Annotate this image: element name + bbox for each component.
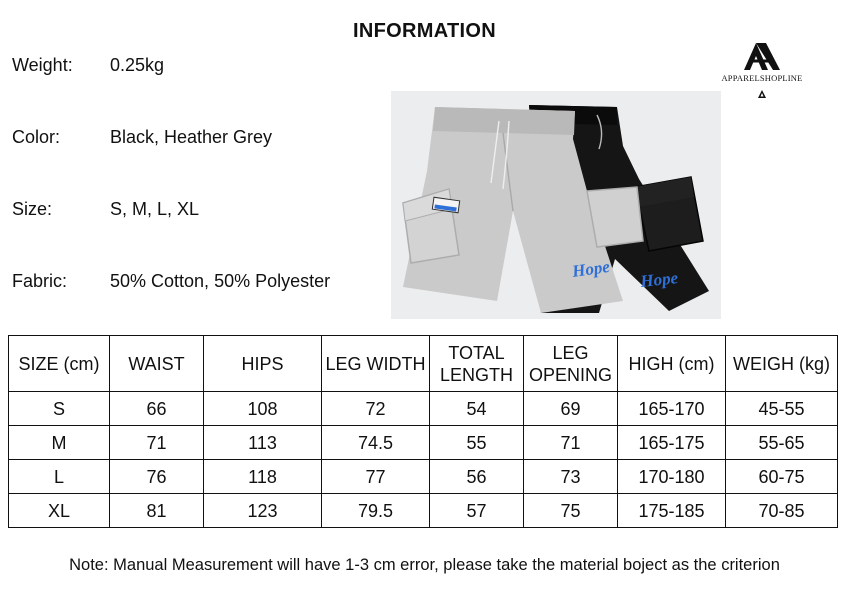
table-cell: 55	[430, 426, 524, 460]
table-cell: 76	[110, 460, 204, 494]
table-cell: 165-170	[618, 392, 726, 426]
table-cell: 118	[204, 460, 322, 494]
table-row	[9, 460, 838, 494]
table-cell: 66	[110, 392, 204, 426]
table-cell: 71	[110, 426, 204, 460]
hope-print-black: Hope	[639, 268, 679, 291]
table-cell: 113	[204, 426, 322, 460]
table-cell: 57	[430, 494, 524, 528]
measurement-note: Note: Manual Measurement will have 1-3 cm error, please take the material boject as the criterion	[69, 556, 780, 574]
table-cell: S	[9, 392, 110, 426]
table-header-cell: WEIGH (kg)	[726, 336, 838, 392]
table-header-cell: SIZE (cm)	[9, 336, 110, 392]
info-value: S, M, L, XL	[110, 199, 200, 219]
table-cell: 60-75	[726, 460, 838, 494]
page-title: INFORMATION	[353, 20, 496, 42]
brand-logo-text: APPARELSHOPLINE	[721, 73, 803, 83]
table-cell: 72	[322, 392, 430, 426]
info-value: 0.25kg	[110, 55, 165, 75]
info-label: Size:	[12, 199, 53, 219]
table-cell: 79.5	[322, 494, 430, 528]
table-header-cell: LEG WIDTH	[322, 336, 430, 392]
table-header-cell: LEG OPENING	[524, 336, 618, 392]
table-cell: 165-175	[618, 426, 726, 460]
table-cell: 55-65	[726, 426, 838, 460]
table-cell: L	[9, 460, 110, 494]
table-cell: 77	[322, 460, 430, 494]
shorts-illustration	[391, 91, 721, 319]
table-cell: 108	[204, 392, 322, 426]
table-header-cell: HIPS	[204, 336, 322, 392]
table-cell: 45-55	[726, 392, 838, 426]
table-cell: 123	[204, 494, 322, 528]
info-label: Weight:	[12, 55, 73, 75]
table-cell: 74.5	[322, 426, 430, 460]
table-row	[9, 392, 838, 426]
table-cell: 81	[110, 494, 204, 528]
table-cell: 69	[524, 392, 618, 426]
info-value: 50% Cotton, 50% Polyester	[110, 271, 331, 291]
table-header-cell: WAIST	[110, 336, 204, 392]
info-label: Fabric:	[12, 271, 68, 291]
table-cell: 56	[430, 460, 524, 494]
table-cell: 54	[430, 392, 524, 426]
table-cell: 175-185	[618, 494, 726, 528]
table-row	[9, 494, 838, 528]
table-cell: 70-85	[726, 494, 838, 528]
info-value: Black, Heather Grey	[110, 127, 273, 147]
table-cell: 71	[524, 426, 618, 460]
product-photo	[391, 91, 721, 319]
size-chart-table	[8, 335, 838, 528]
table-row	[9, 426, 838, 460]
table-cell: 75	[524, 494, 618, 528]
brand-mark-icon	[716, 40, 808, 100]
table-cell: XL	[9, 494, 110, 528]
info-label: Color:	[12, 127, 61, 147]
table-cell: M	[9, 426, 110, 460]
brand-logo	[716, 40, 808, 100]
table-header-cell: HIGH (cm)	[618, 336, 726, 392]
table-cell: 73	[524, 460, 618, 494]
table-cell: 170-180	[618, 460, 726, 494]
table-header-row	[9, 336, 838, 392]
hope-print-grey: Hope	[570, 256, 611, 281]
table-header-cell: TOTAL LENGTH	[430, 336, 524, 392]
